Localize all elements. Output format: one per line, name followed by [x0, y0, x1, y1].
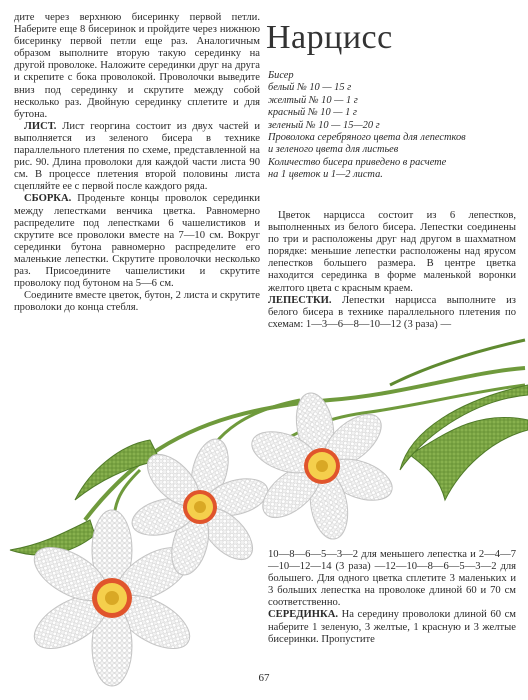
page-title: Нарцисс — [266, 19, 393, 56]
page-number: 67 — [258, 672, 270, 684]
materials-line: и зеленого цвета для листьев — [268, 144, 399, 156]
paragraph-text: На середину проволоки длиной 60 см наберите 1 зеленую, 3 желтые, 1 красную и 3 желтые бисеринки. Пропустите — [268, 609, 516, 645]
paragraph-text: Лепестки нарцисса выполните из белого бисера в технике параллельного плетения по схемам: 1—3—6—8—10—12 (3 раза) — — [268, 294, 516, 330]
paragraph-center — [268, 609, 516, 645]
materials-line: желтый № 10 — 1 г — [268, 94, 358, 106]
materials-line: красный № 10 — 1 г — [268, 107, 357, 119]
section-heading-petals: ЛЕПЕСТКИ. — [268, 294, 332, 306]
paragraph: дите через верхнюю бисеринку первой петли. Наберите еще 8 бисеринок и пройдите через нижнюю бисеринку первой петли еще раз. Аналогичным образом выполните вторую такую серединку на другой проволоке. Наложите серединки друг на друга и скрепите с бока проволокой. Проволочки выведите вниз под серединку и скрутите между собой несколько раз. Двойную серединку сплетите и для бутона. — [14, 12, 260, 120]
materials-line: Проволока серебряного цвета для лепестков — [268, 132, 466, 144]
section-heading-center: СЕРЕДИНКА. — [268, 609, 339, 621]
paragraph: Цветок нарцисса состоит из 6 лепестков, выполненных из белого бисера. Лепестки соединены по три и расположены друг над другом в шахматном порядке: меньшие лепестки расположены над ярусом лепестков большего размера. В центре цветка находится серединка в форме маленькой воронки желтого цвета с красным краем. — [268, 210, 516, 294]
flower — [246, 390, 397, 542]
materials-line: Количество бисера приведено в расчете — [268, 156, 447, 168]
paragraph: 10—8—6—5—3—2 для меньшего лепестка и 2—4—7—10—12—14 (3 раза) —12—10—8—6—5—3—2 для большего. Для одного цветка сплетите 3 маленьких и 3 больших лепестка на проволоке длиной 60 и 70 см соответственно. — [268, 549, 516, 609]
paragraph-text: Лист георгина состоит из двух частей и выполняется из зеленого бисера в технике параллельного плетения по схеме, представленной на рис. 90. Длина проволоки для каждой части листа 90 см. В процессе плетения второй половины листа сцепляйте ее с первой после каждого ряда. — [14, 120, 260, 193]
materials-line: Бисер — [268, 70, 294, 81]
section-heading-assembly: СБОРКА. — [24, 193, 72, 205]
bottom-text-column — [268, 549, 516, 646]
leaf — [10, 385, 528, 555]
section-heading-leaf: ЛИСТ. — [24, 120, 57, 132]
materials-line: зеленый № 10 — 15—20 г — [268, 119, 380, 131]
materials-line: белый № 10 — 15 г — [268, 82, 352, 94]
flower — [26, 510, 198, 686]
paragraph: Соедините вместе цветок, бутон, 2 листа и скрутите проволоки до конца стебля. — [14, 290, 260, 314]
paragraph-text: Проденьте концы проволок серединки между лепестками венчика цветка. Равномерно распределите под лепестками 6 чашелистиков и скрутите все проволоки вместе на 7—10 см. Вокруг серединки бутона равномерно распределите его маленькие лепестки. Скрутите проволочки несколько раз. Присоедините чашелистики и скрутите проволоку под бутоном на 5—6 см. — [14, 193, 260, 290]
materials-line: на 1 цветок и 1—2 листа. — [268, 169, 383, 181]
